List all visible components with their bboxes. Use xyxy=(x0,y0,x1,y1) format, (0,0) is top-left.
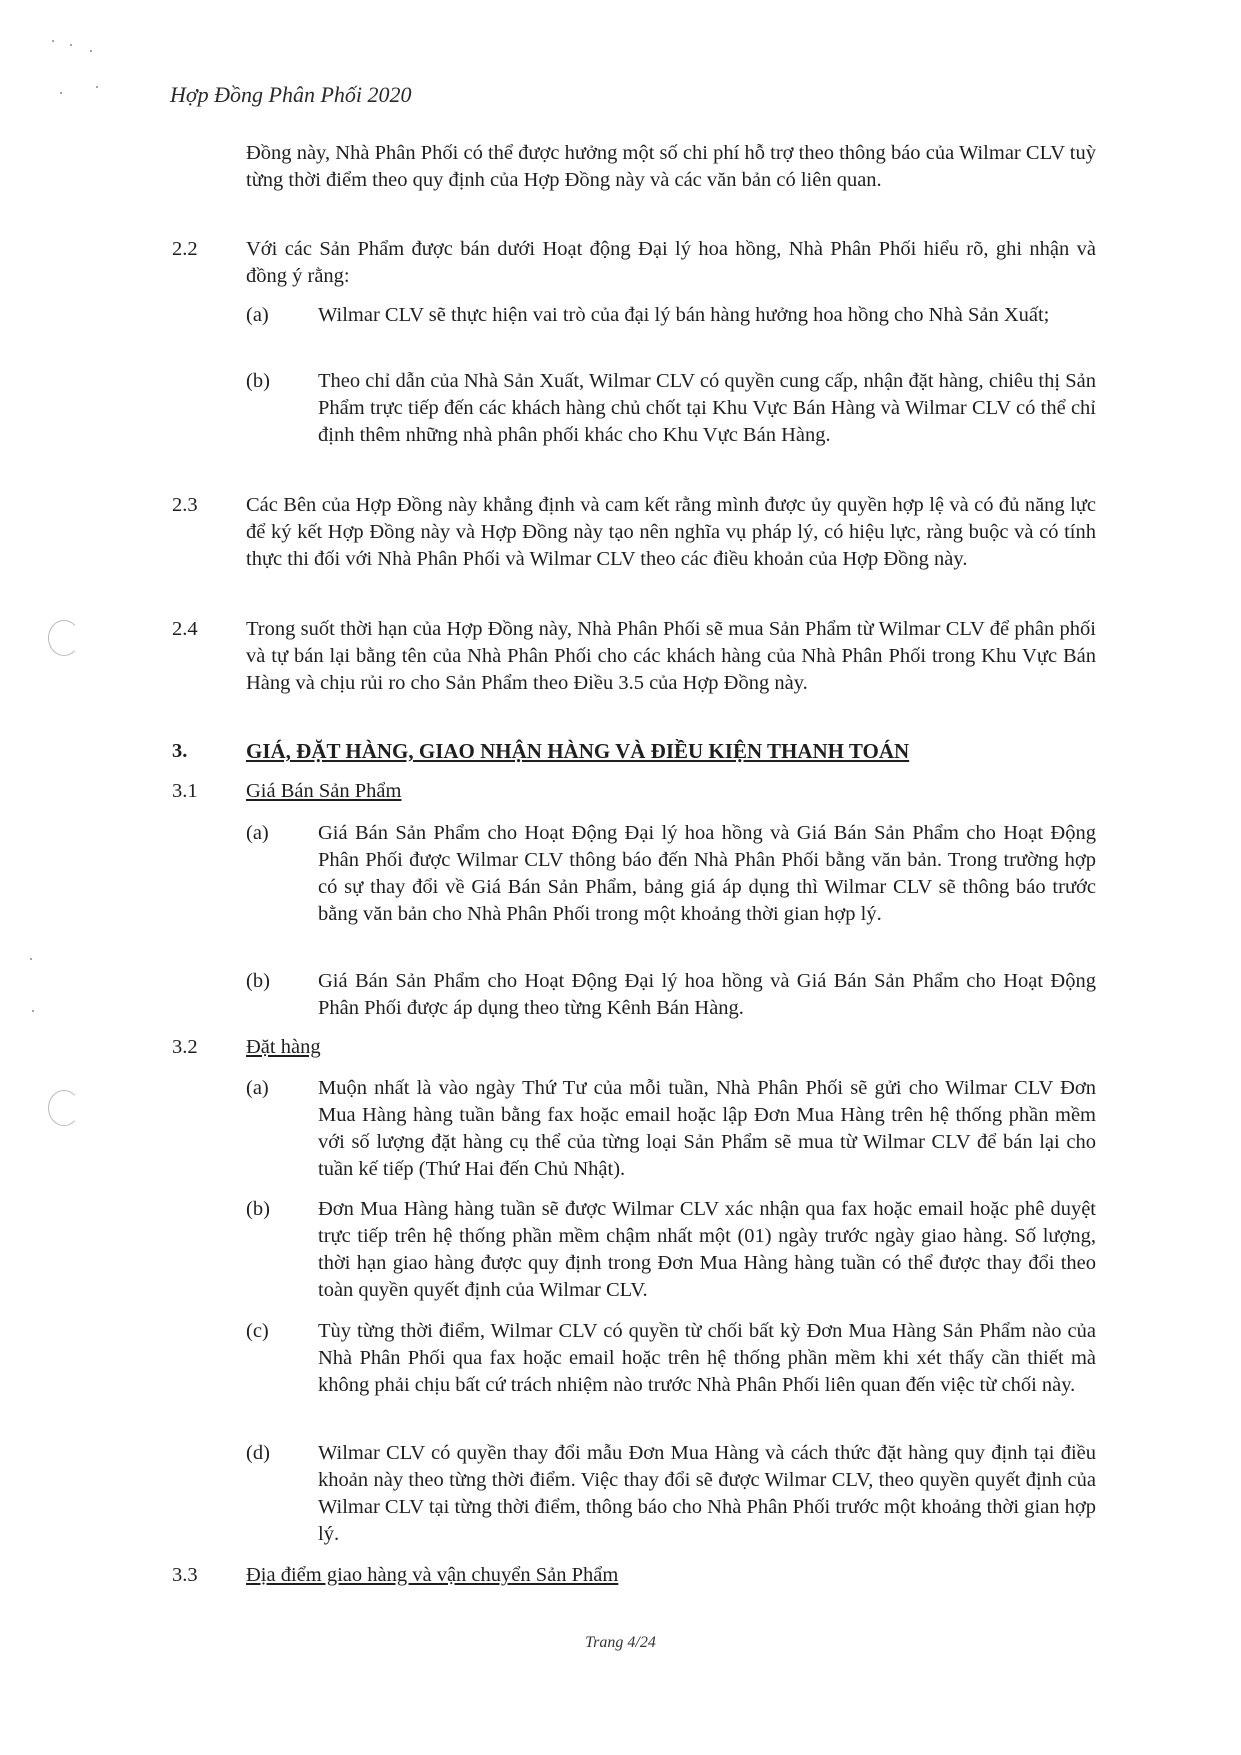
item-label: (b) xyxy=(246,970,270,992)
clause-3-1-b-text: Giá Bán Sản Phẩm cho Hoạt Động Đại lý hoa hồng và Giá Bán Sản Phẩm cho Hoạt Động Phân Phối được áp dụng theo từng Kênh Bán Hàng. xyxy=(318,970,1096,1019)
clause-number: 3.2 xyxy=(172,1036,198,1058)
page-number: Trang 4/24 xyxy=(585,1634,656,1651)
clause-number: 2.2 xyxy=(172,238,198,260)
clause-3-2-b-text: Đơn Mua Hàng hàng tuần sẽ được Wilmar CLV xác nhận qua fax hoặc email hoặc phê duyệt trực tiếp trên hệ thống phần mềm chậm nhất một (01) ngày trước ngày giao hàng. Số lượng, thời hạn giao hàng được quy định trong Đơn Mua Hàng hàng tuần có thể được thay đổi theo toàn quyền quyết định của Wilmar CLV. xyxy=(318,1198,1096,1301)
clause-2-2-a-text: Wilmar CLV sẽ thực hiện vai trò của đại lý bán hàng hưởng hoa hồng cho Nhà Sản Xuất; xyxy=(318,304,1050,326)
scan-speck xyxy=(30,958,32,960)
clause-number: 2.3 xyxy=(172,494,198,516)
intro-paragraph: Đồng này, Nhà Phân Phối có thể được hưởng một số chi phí hỗ trợ theo thông báo của Wilmar CLV tuỳ từng thời điểm theo quy định của Hợp Đồng này và các văn bản có liên quan. xyxy=(246,142,1096,191)
punch-hole xyxy=(48,1090,80,1126)
clause-2-3-text: Các Bên của Hợp Đồng này khẳng định và cam kết rằng mình được ủy quyền hợp lệ và có đủ năng lực để ký kết Hợp Đồng này và Hợp Đồng này tạo nên nghĩa vụ pháp lý, có hiệu lực, ràng buộc và có tính thực thi đối với Nhà Phân Phối và Wilmar CLV theo các điều khoản của Hợp Đồng này. xyxy=(246,494,1096,570)
item-label: (b) xyxy=(246,370,270,392)
document-header: Hợp Đồng Phân Phối 2020 xyxy=(170,82,412,107)
item-label: (a) xyxy=(246,304,269,326)
section-number: 3. xyxy=(172,740,188,762)
clause-2-4-text: Trong suốt thời hạn của Hợp Đồng này, Nhà Phân Phối sẽ mua Sản Phẩm từ Wilmar CLV để phân phối và tự bán lại bằng tên của Nhà Phân Phối cho các khách hàng của Nhà Phân Phối trong Khu Vực Bán Hàng và chịu rủi ro cho Sản Phẩm theo Điều 3.5 của Hợp Đồng này. xyxy=(246,618,1096,694)
clause-2-2-b-text: Theo chỉ dẫn của Nhà Sản Xuất, Wilmar CLV có quyền cung cấp, nhận đặt hàng, chiêu thị Sản Phẩm trực tiếp đến các khách hàng chủ chốt tại Khu Vực Bán Hàng và Wilmar CLV có thể chỉ định thêm những nhà phân phối khác cho Khu Vực Bán Hàng. xyxy=(318,370,1096,446)
clause-number: 2.4 xyxy=(172,618,198,640)
clause-number: 3.3 xyxy=(172,1564,198,1586)
clause-3-1-a-text: Giá Bán Sản Phẩm cho Hoạt Động Đại lý hoa hồng và Giá Bán Sản Phẩm cho Hoạt Động Phân Phối được Wilmar CLV thông báo đến Nhà Phân Phối bằng văn bản. Trong trường hợp có sự thay đổi về Giá Bán Sản Phẩm, bảng giá áp dụng thì Wilmar CLV sẽ thông báo trước bằng văn bản cho Nhà Phân Phối trong một khoảng thời gian hợp lý. xyxy=(318,822,1096,925)
punch-hole xyxy=(48,620,80,656)
clause-3-2-d-text: Wilmar CLV có quyền thay đổi mẫu Đơn Mua Hàng và cách thức đặt hàng quy định tại điều khoản này theo từng thời điểm. Việc thay đổi sẽ được Wilmar CLV, theo quyền quyết định của Wilmar CLV tại từng thời điểm, thông báo cho Nhà Phân Phối trước một khoảng thời gian hợp lý. xyxy=(318,1442,1096,1545)
item-label: (c) xyxy=(246,1320,269,1342)
clause-3-1-title: Giá Bán Sản Phẩm xyxy=(246,780,402,802)
item-label: (a) xyxy=(246,822,269,844)
item-label: (a) xyxy=(246,1077,269,1099)
item-label: (d) xyxy=(246,1442,270,1464)
clause-3-3-title: Địa điểm giao hàng và vận chuyển Sản Phẩm xyxy=(246,1564,619,1586)
clause-2-2-text: Với các Sản Phẩm được bán dưới Hoạt động Đại lý hoa hồng, Nhà Phân Phối hiểu rõ, ghi nhận và đồng ý rằng: xyxy=(246,238,1096,287)
clause-3-2-a-text: Muộn nhất là vào ngày Thứ Tư của mỗi tuần, Nhà Phân Phối sẽ gửi cho Wilmar CLV Đơn Mua Hàng hàng tuần bằng fax hoặc email hoặc lập Đơn Mua Hàng trên hệ thống phần mềm với số lượng đặt hàng cụ thể của từng loại Sản Phẩm sẽ mua từ Wilmar CLV để bán lại cho tuần kế tiếp (Thứ Hai đến Chủ Nhật). xyxy=(318,1077,1096,1180)
clause-3-2-c-text: Tùy từng thời điểm, Wilmar CLV có quyền từ chối bất kỳ Đơn Mua Hàng Sản Phẩm nào của Nhà Phân Phối qua fax hoặc email hoặc trên hệ thống phần mềm khi xét thấy cần thiết mà không phải chịu bất cứ trách nhiệm nào trước Nhà Phân Phối liên quan đến việc từ chối này. xyxy=(318,1320,1096,1396)
clause-3-2-title: Đặt hàng xyxy=(246,1036,321,1058)
scan-speck xyxy=(90,50,92,52)
scan-speck xyxy=(32,1010,34,1012)
item-label: (b) xyxy=(246,1198,270,1220)
scan-speck xyxy=(60,92,62,94)
scan-speck xyxy=(70,44,72,46)
scan-speck xyxy=(96,86,98,88)
clause-number: 3.1 xyxy=(172,780,198,802)
scan-speck xyxy=(52,40,54,42)
section-3-title: GIÁ, ĐẶT HÀNG, GIAO NHẬN HÀNG VÀ ĐIỀU KIỆN THANH TOÁN xyxy=(246,739,910,763)
